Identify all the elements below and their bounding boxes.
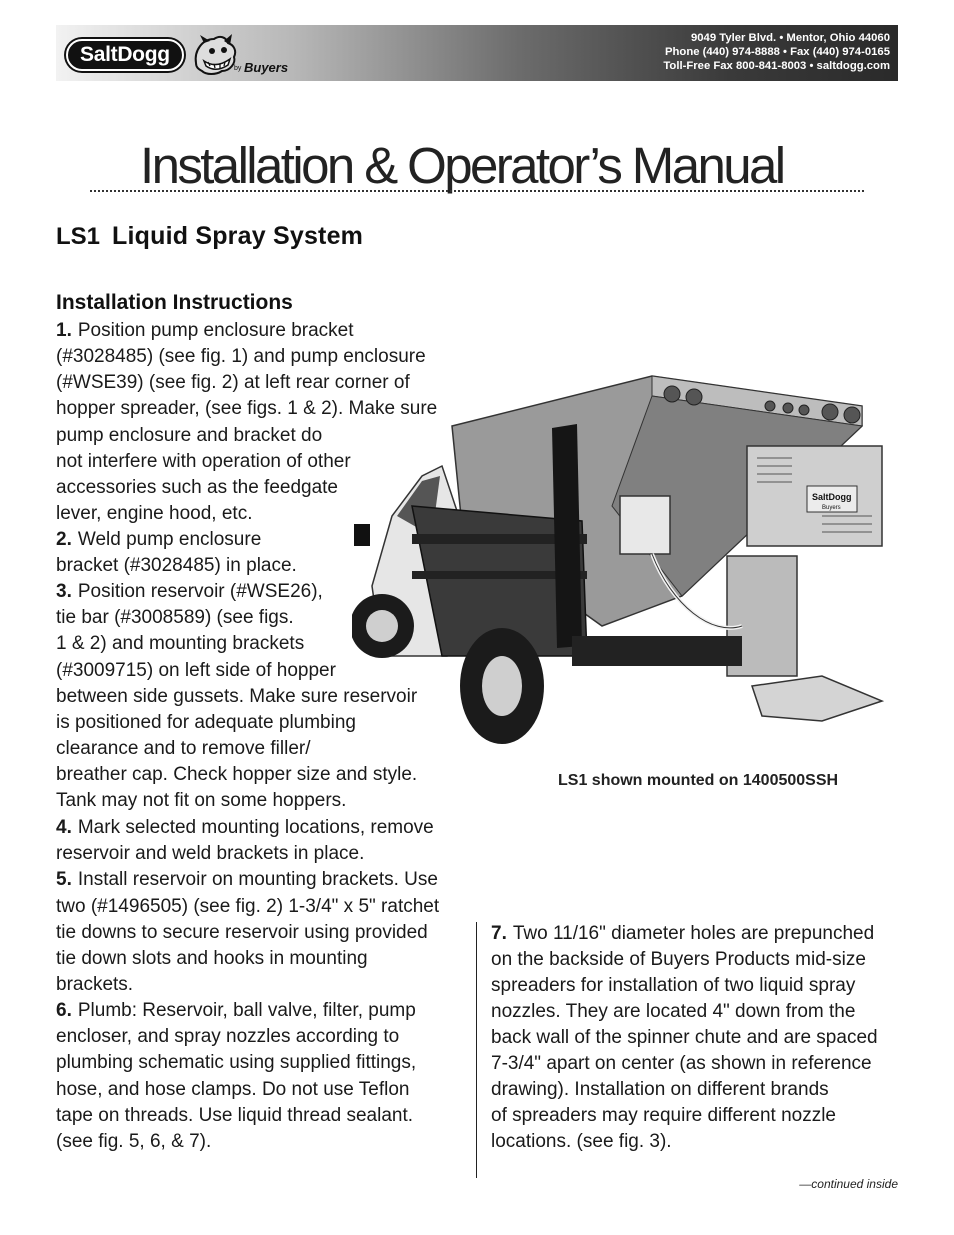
- step-2-line: bracket (#3028485) in place.: [56, 555, 297, 576]
- step-3-line: is positioned for adequate plumbing: [56, 712, 356, 733]
- step-1-line: not interfere with operation of other: [56, 451, 351, 472]
- step-number: 2.: [56, 529, 72, 550]
- step-1-line: 1. Position pump enclosure bracket: [56, 320, 354, 341]
- enclosure-logo-sub: Buyers: [822, 505, 841, 511]
- step-1-line: lever, engine hood, etc.: [56, 503, 253, 524]
- step-7-line: locations. (see fig. 3).: [491, 1131, 672, 1152]
- header-bar: [56, 25, 898, 81]
- step-3-line: tie bar (#3008589) (see figs.: [56, 607, 294, 628]
- tollfree-line: Toll-Free Fax 800-841-8003 • saltdogg.com: [663, 60, 890, 72]
- step-6-line: tape on threads. Use liquid thread sealant.: [56, 1105, 414, 1126]
- section-heading: Installation Instructions: [56, 291, 293, 314]
- dotted-divider: [90, 190, 864, 192]
- product-heading: [56, 222, 363, 251]
- step-number: 1.: [56, 320, 72, 341]
- step-6-line: plumbing schematic using supplied fittings,: [56, 1052, 417, 1073]
- step-3-line: 3. Position reservoir (#WSE26),: [56, 581, 323, 602]
- step-3-line: Tank may not fit on some hoppers.: [56, 790, 347, 811]
- step-4-line: reservoir and weld brackets in place.: [56, 843, 365, 864]
- truck-spreader-photo: [352, 356, 886, 756]
- step-7-line: drawing). Installation on different brands: [491, 1079, 829, 1100]
- step-6-line: 6. Plumb: Reservoir, ball valve, filter, pump: [56, 1000, 416, 1021]
- step-3-line: clearance and to remove filler/: [56, 738, 311, 759]
- dog-mascot-icon: [190, 33, 240, 77]
- step-7-line: nozzles. They are located 4" down from the: [491, 1001, 856, 1022]
- company-address: [663, 31, 890, 73]
- enclosure-logo: SaltDogg: [812, 492, 852, 502]
- step-5-line: brackets.: [56, 974, 134, 995]
- step-number: 5.: [56, 869, 72, 890]
- step-7-line: on the backside of Buyers Products mid-size: [491, 949, 866, 970]
- step-5-line: two (#1496505) (see fig. 2) 1-3/4" x 5" ratchet: [56, 896, 440, 917]
- logo-by: by: [234, 65, 242, 72]
- step-3-line: breather cap. Check hopper size and style.: [56, 764, 418, 785]
- step-number: 3.: [56, 581, 72, 602]
- page-title: Installation & Operator’s Manual: [140, 137, 784, 194]
- saltdogg-logo: [66, 33, 346, 77]
- step-7-line: of spreaders may require different nozzle: [491, 1105, 836, 1126]
- product-name: Liquid Spray System: [112, 222, 364, 250]
- step-4-line: 4. Mark selected mounting locations, remove: [56, 817, 434, 838]
- step-1-line: accessories such as the feedgate: [56, 477, 339, 498]
- step-1-line: (#3028485) (see fig. 1) and pump enclosure: [56, 346, 426, 367]
- step-7-line: 7-3/4" apart on center (as shown in reference: [491, 1053, 872, 1074]
- step-5-line: tie downs to secure reservoir using provided: [56, 922, 428, 943]
- step-3-line: between side gussets. Make sure reservoir: [56, 686, 418, 707]
- step-5-line: tie down slots and hooks in mounting: [56, 948, 368, 969]
- step-6-line: encloser, and spray nozzles according to: [56, 1026, 400, 1047]
- photo-caption: LS1 shown mounted on 1400500SSH: [558, 772, 839, 789]
- column-divider: [476, 922, 477, 1178]
- logo-wordmark: SaltDogg: [66, 39, 184, 71]
- continued-note: —continued inside: [799, 1177, 898, 1191]
- step-7-line: back wall of the spinner chute and are spaced: [491, 1027, 878, 1048]
- step-number: 4.: [56, 817, 72, 838]
- step-2-line: 2. Weld pump enclosure: [56, 529, 262, 550]
- step-3-line: (#3009715) on left side of hopper: [56, 660, 336, 681]
- step-7-line: spreaders for installation of two liquid spray: [491, 975, 856, 996]
- phone-line: Phone (440) 974-8888 • Fax (440) 974-0165: [664, 46, 890, 58]
- step-7-line: 7. Two 11/16" diameter holes are prepunched: [491, 923, 875, 944]
- step-1-line: (#WSE39) (see fig. 2) at left rear corner of: [56, 372, 410, 393]
- step-number: 6.: [56, 1000, 72, 1021]
- step-5-line: 5. Install reservoir on mounting brackets. Use: [56, 869, 438, 890]
- step-3-line: 1 & 2) and mounting brackets: [56, 633, 305, 654]
- address-line: 9049 Tyler Blvd. • Mentor, Ohio 44060: [690, 32, 890, 44]
- logo-buyers: Buyers: [244, 60, 289, 75]
- step-number: 7.: [491, 923, 507, 944]
- product-code: LS1: [56, 223, 101, 250]
- step-6-line: (see fig. 5, 6, & 7).: [56, 1131, 212, 1152]
- step-1-line: pump enclosure and bracket do: [56, 425, 323, 446]
- step-6-line: hose, and hose clamps. Do not use Teflon: [56, 1079, 410, 1100]
- step-1-line: hopper spreader, (see figs. 1 & 2). Make sure: [56, 398, 438, 419]
